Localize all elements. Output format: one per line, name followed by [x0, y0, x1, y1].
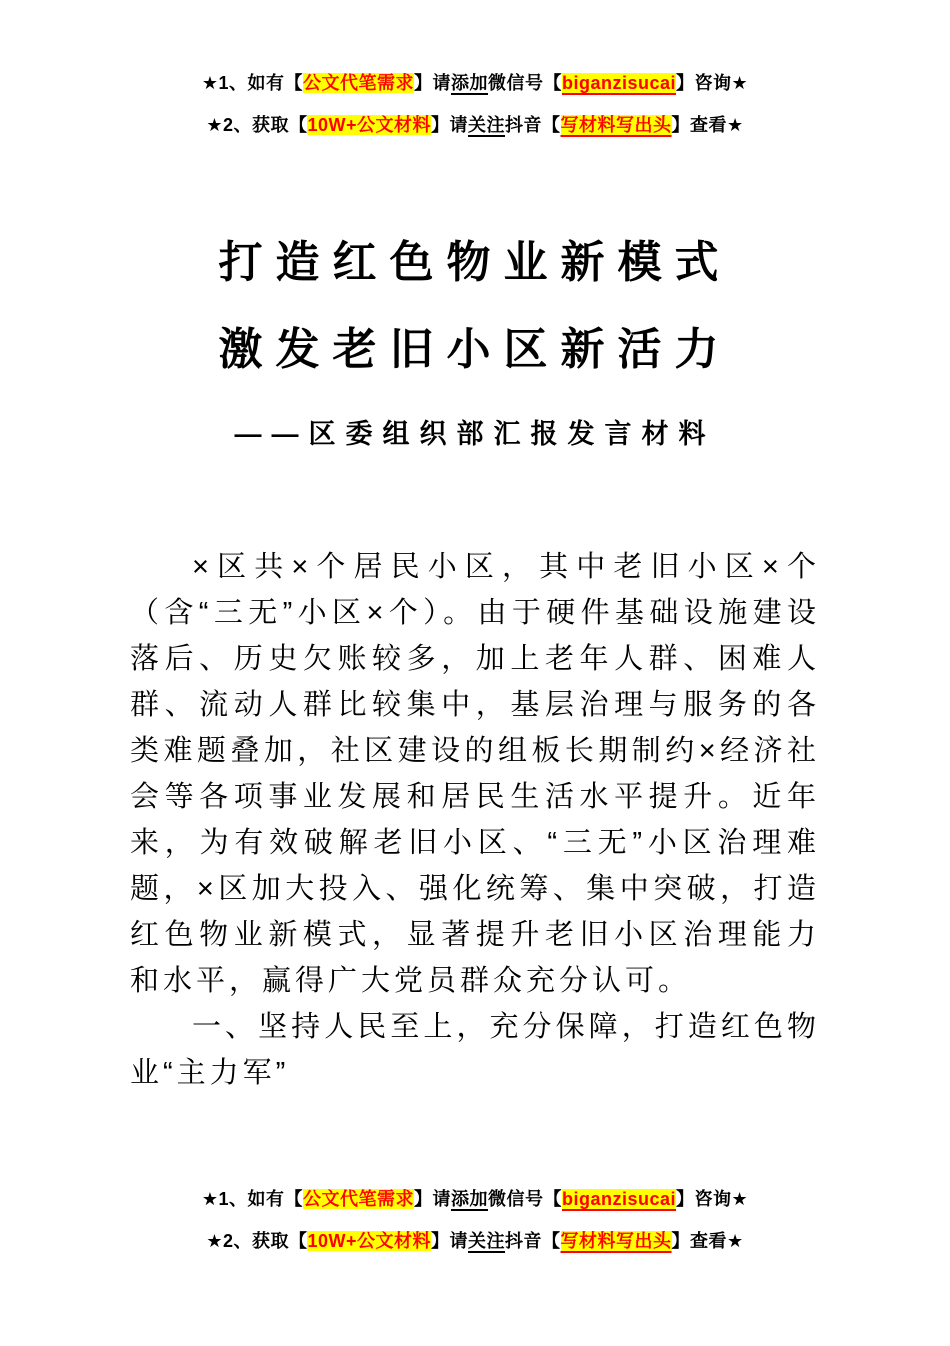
promo2-prefix-bottom: ★2、获取【: [206, 1231, 308, 1251]
promo-line-1: [0, 62, 950, 104]
section-heading-1: 一、坚持人民至上，充分保障，打造红色物业“主力军”: [130, 1011, 820, 1090]
promo1-wechat-id-bottom: biganzisucai: [561, 1189, 677, 1209]
promo2-mid2-bottom: 抖音【: [505, 1231, 561, 1251]
promo1-highlight-service: 公文代笔需求: [302, 73, 414, 93]
promo2-prefix: ★2、获取【: [206, 115, 308, 135]
promo1-wechat-id: biganzisucai: [561, 73, 677, 93]
promo-banner-bottom: [0, 1178, 950, 1262]
promo-line-1-bottom: [0, 1178, 950, 1220]
promo1-mid2-bottom: 微信号【: [487, 1189, 562, 1209]
promo2-mid2: 抖音【: [505, 115, 561, 135]
document-title-line-2: 激发老旧小区新活力: [218, 325, 732, 375]
promo2-mid1: 】请: [431, 115, 469, 135]
promo1-prefix-bottom: ★1、如有【: [201, 1189, 303, 1209]
promo-line-2-bottom: [0, 1220, 950, 1262]
promo1-suffix: 】咨询★: [676, 73, 749, 93]
promo-banner-top: [0, 0, 950, 146]
promo1-mid1: 】请: [413, 73, 451, 93]
title-block: [0, 240, 950, 451]
promo1-suffix-bottom: 】咨询★: [676, 1189, 749, 1209]
promo2-mid1-bottom: 】请: [431, 1231, 469, 1251]
promo1-mid2: 微信号【: [487, 73, 562, 93]
document-subtitle: ——区委组织部汇报发言材料: [234, 419, 716, 450]
promo2-underline-follow-bottom: 关注: [468, 1231, 506, 1251]
document-body: [130, 544, 820, 1096]
promo2-suffix: 】查看★: [671, 115, 744, 135]
promo2-suffix-bottom: 】查看★: [671, 1231, 744, 1251]
promo1-highlight-service-bottom: 公文代笔需求: [302, 1189, 414, 1209]
promo2-highlight-material-bottom: 10W+公文材料: [307, 1231, 432, 1251]
promo2-douyin-name: 写材料写出头: [560, 115, 672, 135]
promo2-douyin-name-bottom: 写材料写出头: [560, 1231, 672, 1251]
document-title-line-1: 打造红色物业新模式: [218, 238, 732, 287]
promo2-highlight-material: 10W+公文材料: [307, 115, 432, 135]
promo-line-2: [0, 104, 950, 146]
promo2-underline-follow: 关注: [468, 115, 506, 135]
promo1-underline-add-bottom: 添加: [450, 1189, 488, 1209]
promo1-mid1-bottom: 】请: [413, 1189, 451, 1209]
promo1-prefix: ★1、如有【: [201, 73, 303, 93]
promo1-underline-add: 添加: [450, 73, 488, 93]
body-paragraph-1: ×区共×个居民小区，其中老旧小区×个（含“三无”小区×个）。由于硬件基础设施建设落后、历史欠账较多，加上老年人群、困难人群、流动人群比较集中，基层治理与服务的各类难题叠加，社区建设的组板长期制约×经济社会等各项事业发展和居民生活水平提升。近年来，为有效破解老旧小区、“三无”小区治理难题，×区加大投入、强化统筹、集中突破，打造红色物业新模式，显著提升老旧小区治理能力和水平，赢得广大党员群众充分认可。: [130, 551, 820, 998]
